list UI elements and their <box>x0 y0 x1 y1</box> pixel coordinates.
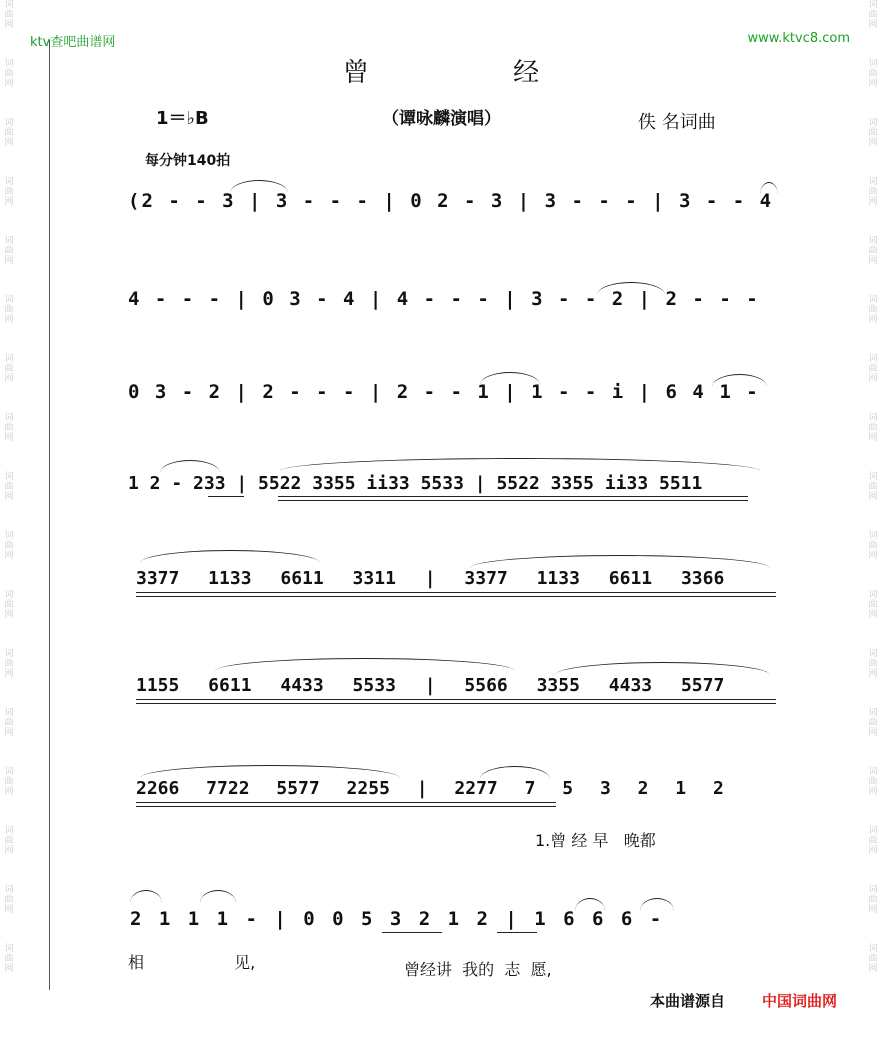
slur <box>575 898 605 911</box>
slur <box>597 282 665 295</box>
slur <box>470 555 770 568</box>
slur <box>200 890 236 903</box>
side-watermark-text: 词 曲 网 <box>4 826 14 856</box>
source-label: 本曲谱源自 <box>650 992 726 1010</box>
side-watermark-text: 词 曲 网 <box>4 0 14 30</box>
song-title: 曾 经 <box>342 58 608 88</box>
slur <box>555 662 770 675</box>
beam <box>208 496 244 497</box>
side-watermark-text: 词 曲 网 <box>868 649 878 679</box>
side-watermark-text: 词 曲 网 <box>868 118 878 148</box>
side-watermark-text: 词 曲 网 <box>868 295 878 325</box>
slur <box>130 890 162 903</box>
side-watermark-text: 词 曲 网 <box>868 708 878 738</box>
tempo-marking: 每分钟140拍 <box>145 153 231 169</box>
side-watermark-text: 词 曲 网 <box>868 590 878 620</box>
slur <box>215 658 515 671</box>
beam <box>136 802 556 803</box>
side-watermark-text: 词 曲 网 <box>868 236 878 266</box>
watermark-site-left: ktv查吧曲谱网 <box>30 35 116 50</box>
credit-text: 佚 名词曲 <box>638 112 716 133</box>
side-watermark-right <box>866 0 880 1038</box>
left-margin-line <box>49 40 50 990</box>
score-line-4: 1 2 - 233 | 5522 3355 ii33 5533 | 5522 3355 ii33 5511 <box>128 473 703 494</box>
beam <box>497 932 537 933</box>
beam <box>136 703 776 704</box>
side-watermark-text: 词 曲 网 <box>4 472 14 502</box>
side-watermark-text: 词 曲 网 <box>4 708 14 738</box>
side-watermark-text: 词 曲 网 <box>868 944 878 974</box>
score-line-3: 0 3 - 2 | 2 - - - | 2 - - 1 | 1 - - i | 6 4 1 - <box>128 381 760 403</box>
slur <box>760 182 778 195</box>
side-watermark-text: 词 曲 网 <box>4 649 14 679</box>
key-signature: 1＝♭B <box>156 108 209 129</box>
side-watermark-text: 词 曲 网 <box>868 413 878 443</box>
slur <box>140 765 400 778</box>
score-line-5: 3377 1133 6611 3311 | 3377 1133 6611 3366 <box>136 568 725 589</box>
side-watermark-text: 词 曲 网 <box>868 826 878 856</box>
watermark-site-right: www.ktvc8.com <box>747 31 850 46</box>
beam <box>136 592 776 593</box>
beam <box>136 806 556 807</box>
singer-note: （谭咏麟演唱） <box>382 109 501 129</box>
side-watermark-text: 词 曲 网 <box>4 944 14 974</box>
side-watermark-text: 词 曲 网 <box>4 590 14 620</box>
score-line-7: 2266 7722 5577 2255 | 2277 7 5 3 2 1 2 <box>136 778 724 799</box>
side-watermark-text: 词 曲 网 <box>4 767 14 797</box>
side-watermark-text: 词 曲 网 <box>868 885 878 915</box>
score-line-8: 2 1 1 1 - | 0 0 5 3 2 1 2 | 1 6 6 6 - <box>130 908 662 930</box>
score-line-6: 1155 6611 4433 5533 | 5566 3355 4433 5577 <box>136 675 725 696</box>
lyric-line-2: 相 见, <box>128 953 256 972</box>
beam <box>278 500 748 501</box>
slur <box>140 550 320 563</box>
slur <box>712 374 767 387</box>
side-watermark-text: 词 曲 网 <box>868 354 878 384</box>
side-watermark-text: 词 曲 网 <box>4 885 14 915</box>
beam <box>136 699 776 700</box>
side-watermark-text: 词 曲 网 <box>4 354 14 384</box>
side-watermark-text: 词 曲 网 <box>868 472 878 502</box>
side-watermark-text: 词 曲 网 <box>4 59 14 89</box>
side-watermark-left <box>2 0 16 1038</box>
side-watermark-text: 词 曲 网 <box>4 295 14 325</box>
slur <box>280 458 760 471</box>
lyric-line-1: 1.曾 经 早 晚都 <box>535 831 656 850</box>
slur <box>160 460 220 473</box>
slur <box>480 372 540 385</box>
side-watermark-text: 词 曲 网 <box>868 0 878 30</box>
score-line-2: 4 - - - | 0 3 - 4 | 4 - - - | 3 - - 2 | 2 - - - <box>128 288 760 310</box>
score-line-1: (2 - - 3 | 3 - - - | 0 2 - 3 | 3 - - - | 3 - - 4 <box>128 190 774 212</box>
slur <box>230 180 288 193</box>
slur <box>640 898 674 911</box>
side-watermark-text: 词 曲 网 <box>868 767 878 797</box>
source-site-link[interactable]: 中国词曲网 <box>762 992 838 1010</box>
side-watermark-text: 词 曲 网 <box>868 59 878 89</box>
lyric-line-3: 曾经讲 我的 志 愿, <box>404 960 552 979</box>
side-watermark-text: 词 曲 网 <box>868 177 878 207</box>
side-watermark-text: 词 曲 网 <box>4 413 14 443</box>
side-watermark-text: 词 曲 网 <box>868 531 878 561</box>
slur <box>480 766 550 779</box>
side-watermark-text: 词 曲 网 <box>4 118 14 148</box>
side-watermark-text: 词 曲 网 <box>4 531 14 561</box>
side-watermark-text: 词 曲 网 <box>4 236 14 266</box>
beam <box>136 596 776 597</box>
side-watermark-text: 词 曲 网 <box>4 177 14 207</box>
beam <box>278 496 748 497</box>
beam <box>382 932 442 933</box>
